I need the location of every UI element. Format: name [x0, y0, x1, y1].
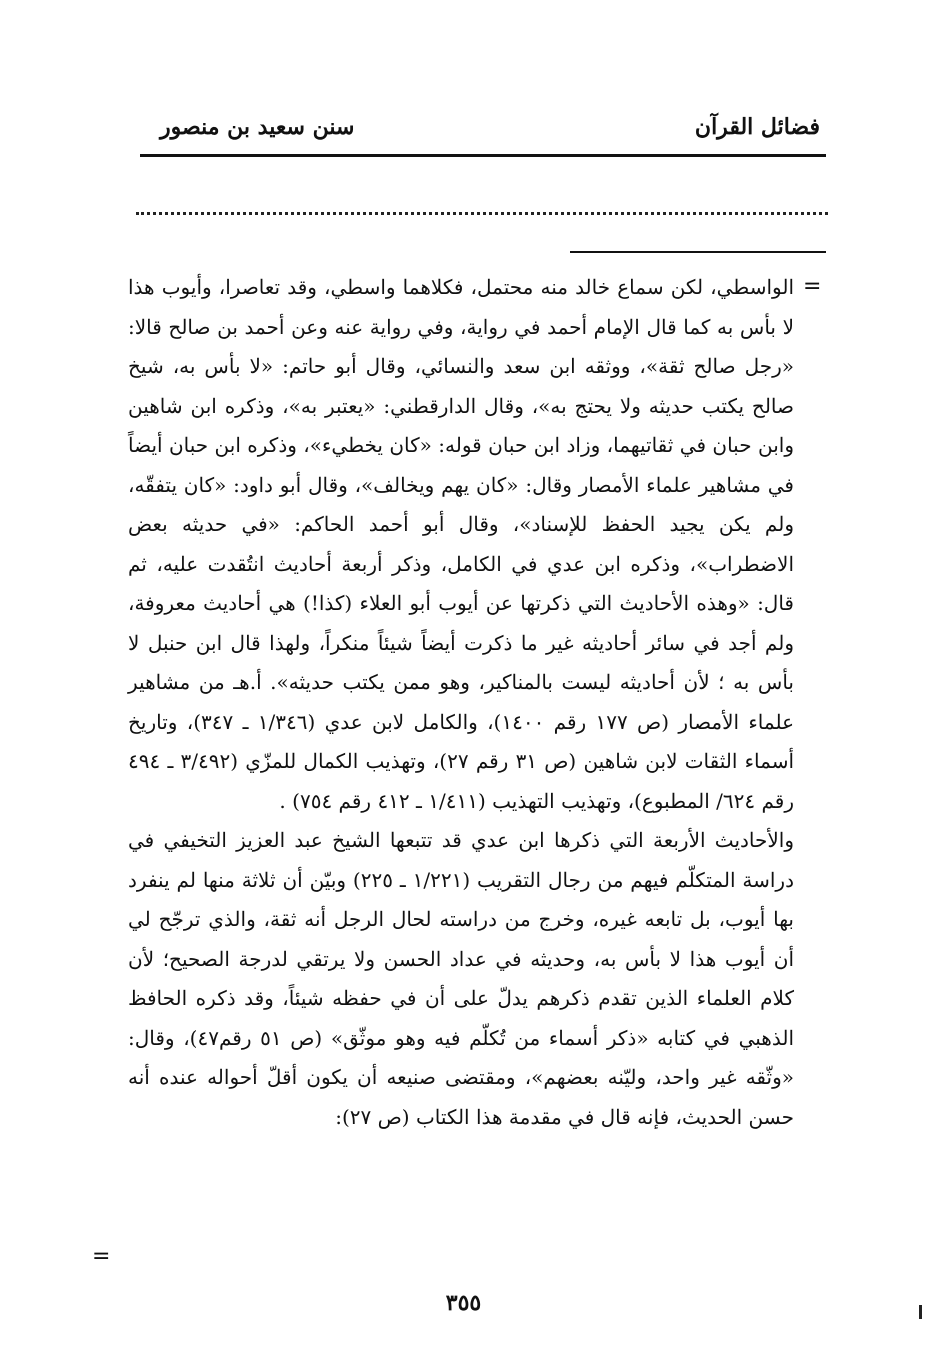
page-number: ٣٥٥ — [445, 1290, 482, 1316]
footnote-text — [128, 268, 794, 1137]
header-divider — [140, 154, 826, 157]
book-title: سنن سعيد بن منصور — [160, 114, 355, 140]
continuation-mark-top: = — [803, 274, 822, 299]
paragraph-1: الواسطي، لكن سماع خالد منه محتمل، فكلاهما واسطي، وقد تعاصرا، وأيوب هذا لا بأس به كما قال الإمام أحمد في رواية، وفي رواية عنه وعن أحمد بن صالح قالا: «رجل صالح ثقة»، ووثقه ابن سعد والنسائي، وقال أبو حاتم: «لا بأس به، شيخ صالح يكتب حديثه ولا يحتج به»، وقال الدارقطني: «يعتبر به»، وذكره ابن شاهين وابن حبان في ثقاتيهما، وزاد ابن حبان قوله: «كان يخطيء»، وذكره ابن حبان أيضاً في مشاهير علماء الأمصار وقال: «كان يهم ويخالف»، وقال أبو داود: «كان يتفقّه، ولم يكن يجيد الحفظ للإسناد»، وقال أبو أحمد الحاكم: «في حديثه بعض الاضطراب»، وذكره ابن عدي في الكامل، وذكر أربعة أحاديث انتُقدت عليه، ثم قال: «وهذه الأحاديث التي ذكرتها عن أيوب أبو العلاء (كذا!) هي أحاديث معروفة، ولم أجد في سائر أحاديثه غير ما ذكرت أيضاً شيئاً منكراً، ولهذا قال ابن حنبل لا بأس به ؛ لأن أحاديثه ليست بالمناكير، وهو ممن يكتب حديثه». أ.هـ من مشاهير علماء الأمصار (ص ١٧٧ رقم ١٤٠٠)، والكامل لابن عدي (١/٣٤٦ ـ ٣٤٧)، وتاريخ أسماء الثقات لابن شاهين (ص ٣١ رقم ٢٧)، وتهذيب الكمال للمزّي (٣/٤٩٢ ـ ٤٩٤ رقم ٦٢٤/ المطبوع)، وتهذيب التهذيب (١/٤١١ ـ ٤١٢ رقم ٧٥٤) . — [128, 275, 795, 813]
footnote-divider — [570, 251, 826, 253]
paragraph-2: والأحاديث الأربعة التي ذكرها ابن عدي قد تتبعها الشيخ عبد العزيز التخيفي في دراسة المتكلّم فيهم من رجال التقريب (١/٢٢١ ـ ٢٢٥) وبيّن أن ثلاثة منها لم ينفرد بها أيوب، بل تابعه غيره، وخرج من دراسته لحال الرجل أنه ثقة، والذي ترجّح لي أن أيوب هذا لا بأس به، وحديثه في عداد الحسن ولا يرتقي لدرجة الصحيح؛ لأن كلام العلماء الذين تقدم ذكرهم يدلّ على أن في حفظه شيئاً، وقد ذكره الحافظ الذهبي في كتابه «ذكر أسماء من تُكلّم فيه وهو موثّق» (ص ٥١ رقم٤٧)، وقال: «وثّقه غير واحد، وليّنه بعضهم»، ومقتضى صنيعه أن يكون أقلّ أحواله عنده أنه حسن الحديث، فإنه قال في مقدمة هذا الكتاب (ص ٢٧): — [128, 828, 795, 1129]
continuation-mark-bottom: = — [92, 1244, 111, 1269]
running-header — [140, 108, 820, 148]
dotted-divider — [136, 212, 828, 215]
book-section-title: فضائل القرآن — [694, 114, 820, 140]
scan-edge-mark — [919, 1305, 922, 1319]
